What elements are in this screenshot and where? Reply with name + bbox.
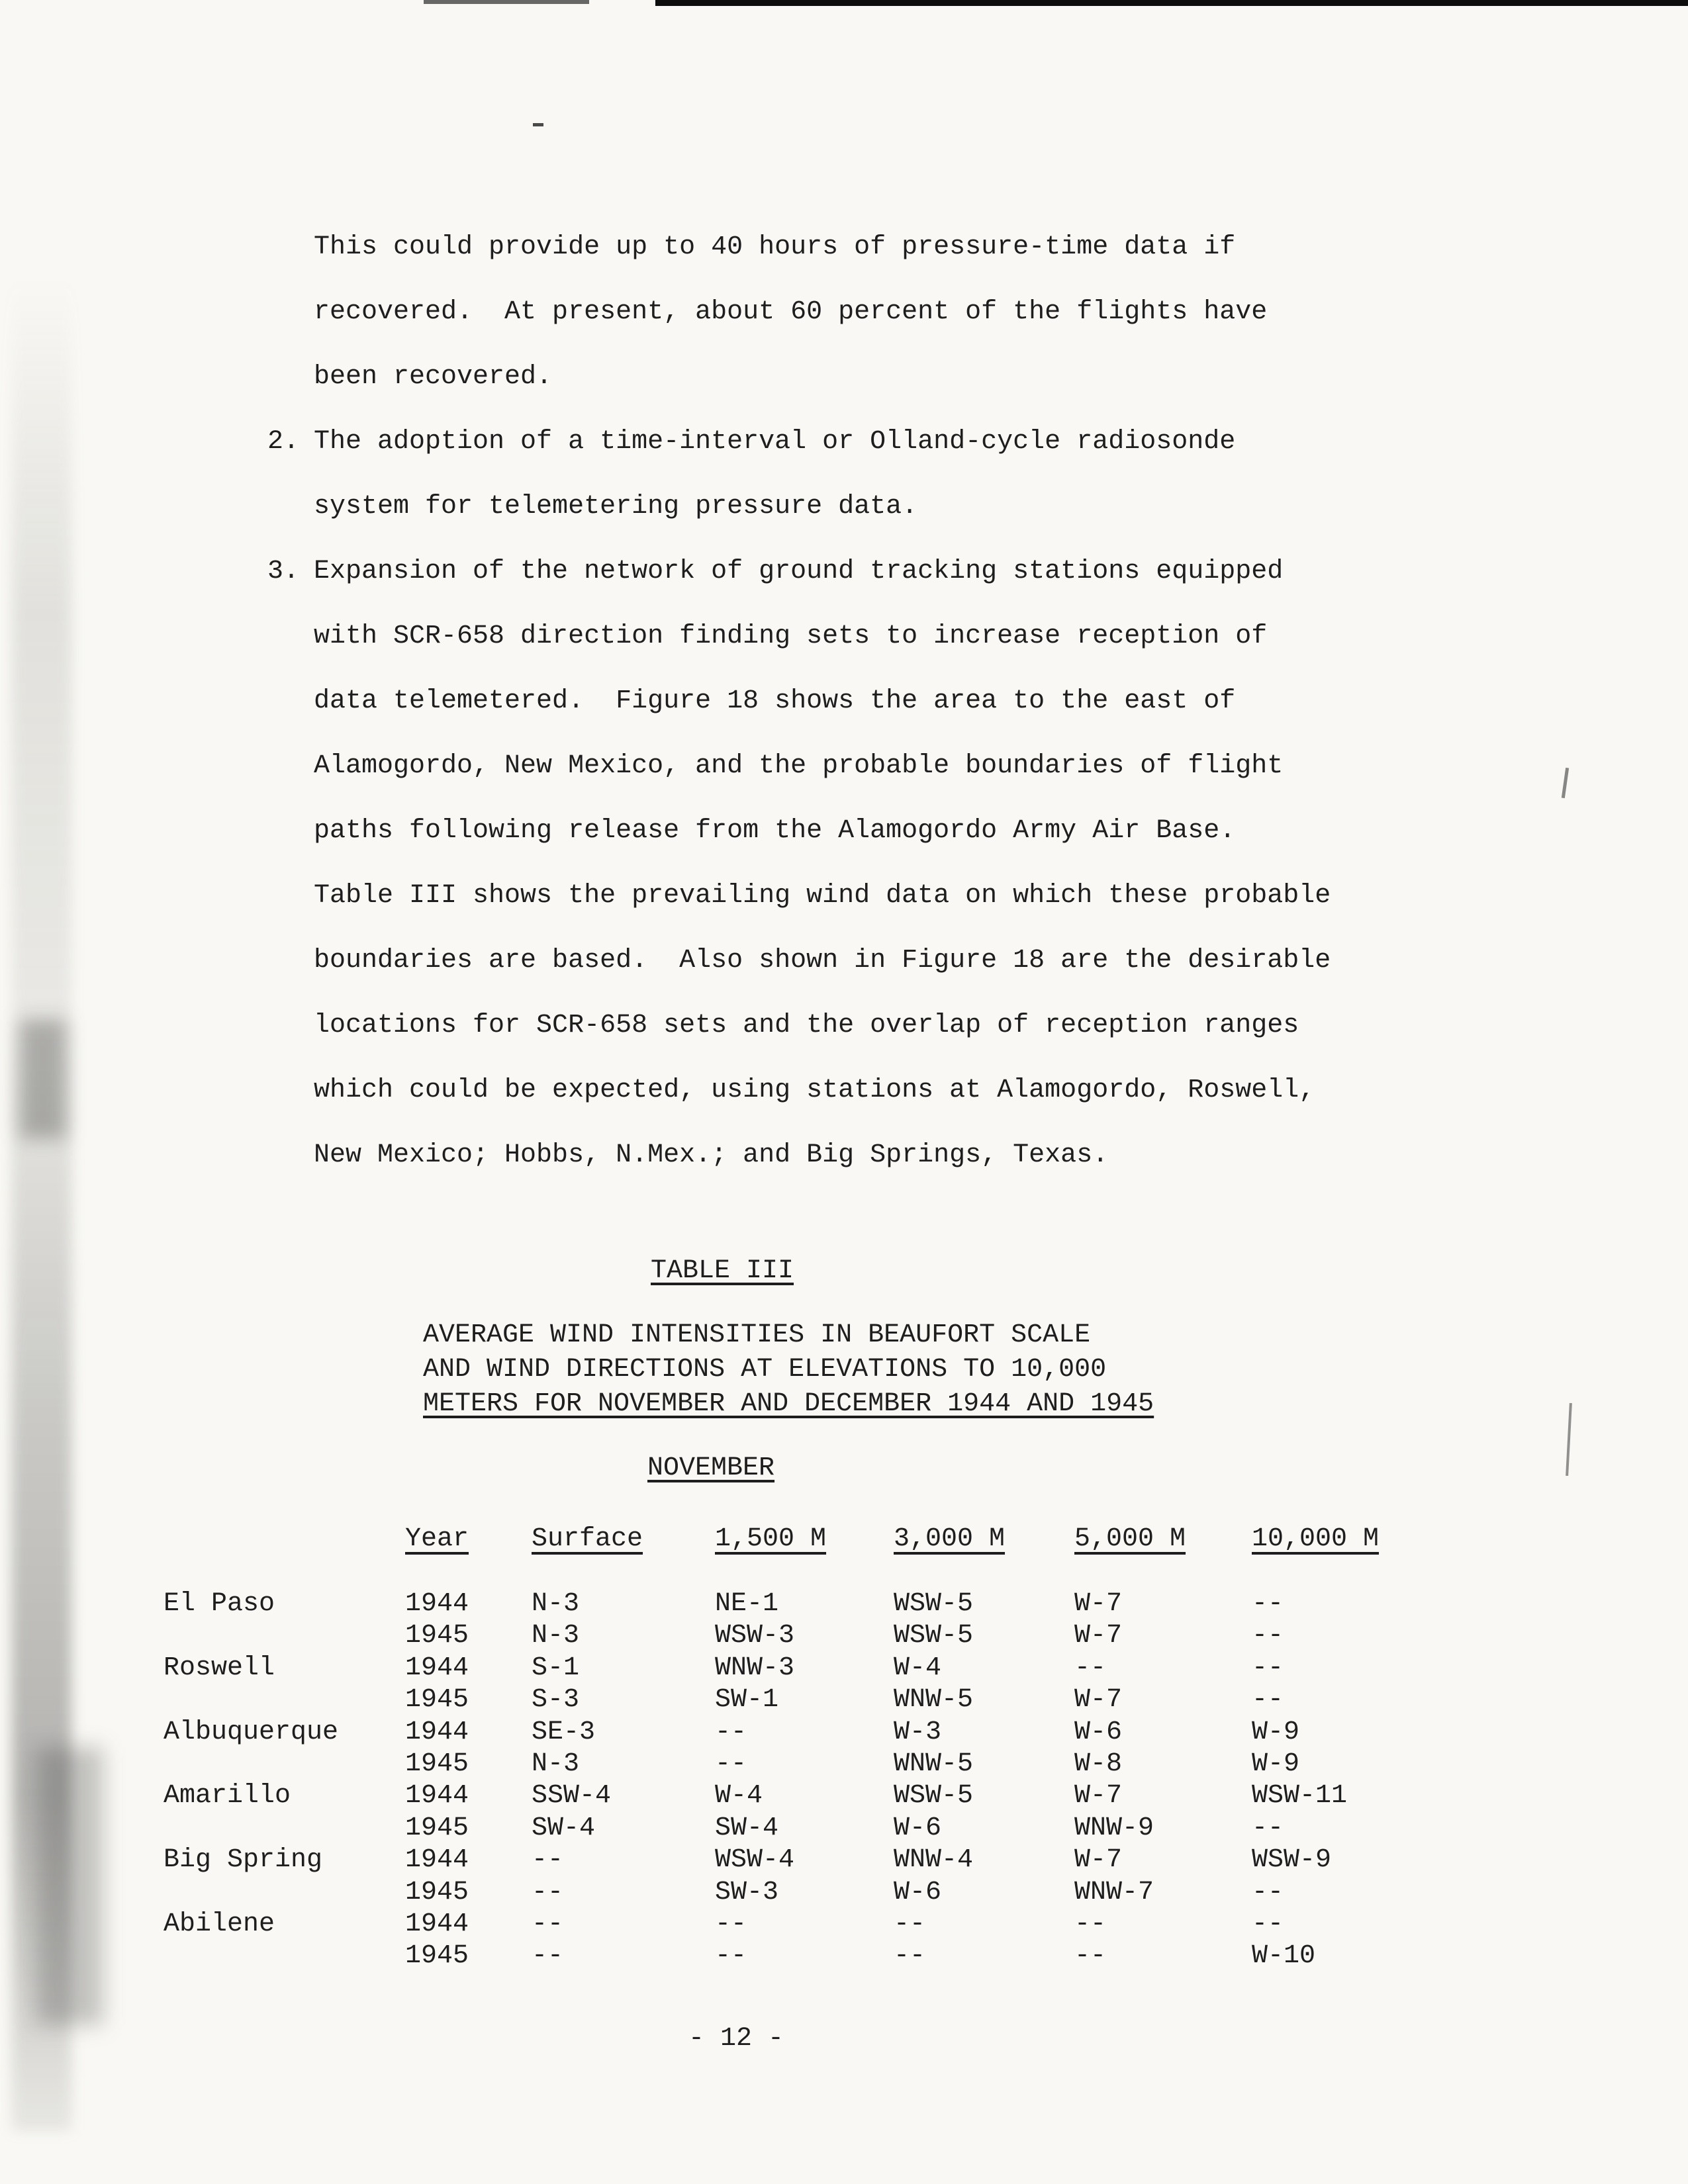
- wind-cell: --: [894, 1909, 926, 1939]
- column-header: Surface: [532, 1524, 643, 1554]
- station-name: Big Spring: [164, 1845, 323, 1876]
- column-header: 5,000 M: [1074, 1524, 1186, 1554]
- wind-cell: WSW-9: [1252, 1845, 1332, 1876]
- wind-cell: --: [715, 1909, 747, 1939]
- wind-cell: W-7: [1074, 1845, 1123, 1876]
- wind-cell: --: [532, 1845, 564, 1876]
- text-line: [267, 1058, 1432, 1123]
- scan-artifact-mark: [1562, 768, 1569, 798]
- wind-cell: W-10: [1252, 1941, 1316, 1972]
- wind-cell: SW-4: [532, 1813, 596, 1843]
- wind-cell: --: [894, 1941, 926, 1972]
- wind-cell: --: [532, 1909, 564, 1939]
- table-subtitle-line: AND WIND DIRECTIONS AT ELEVATIONS TO 10,000: [423, 1355, 1107, 1385]
- wind-cell: W-9: [1252, 1717, 1300, 1747]
- list-marker: 2.: [267, 427, 300, 457]
- wind-cell: SE-3: [532, 1717, 596, 1747]
- table-row: [0, 1877, 1688, 1909]
- wind-cell: WNW-9: [1074, 1813, 1154, 1843]
- wind-cell: SW-4: [715, 1813, 779, 1843]
- wind-cell: --: [1252, 1621, 1284, 1651]
- column-header: Year: [405, 1524, 469, 1554]
- column-header: 1,500 M: [715, 1524, 827, 1554]
- year-cell: 1944: [405, 1653, 469, 1683]
- wind-cell: W-4: [715, 1781, 763, 1811]
- year-cell: 1945: [405, 1813, 469, 1843]
- table-row: [0, 1780, 1688, 1812]
- line-text: with SCR-658 direction finding sets to increase reception of: [314, 621, 1268, 651]
- year-cell: 1944: [405, 1909, 469, 1939]
- wind-cell: --: [715, 1941, 747, 1972]
- line-text: been recovered.: [314, 362, 553, 392]
- text-line: [267, 280, 1432, 345]
- wind-cell: WSW-11: [1252, 1781, 1348, 1811]
- wind-cell: WSW-4: [715, 1845, 795, 1876]
- year-cell: 1944: [405, 1845, 469, 1876]
- table-subtitle-line: AVERAGE WIND INTENSITIES IN BEAUFORT SCALE: [423, 1320, 1091, 1350]
- wind-cell: --: [1074, 1653, 1107, 1683]
- station-name: Albuquerque: [164, 1717, 339, 1747]
- line-text: The adoption of a time-interval or Olland-cycle radiosonde: [314, 427, 1236, 457]
- text-line: [267, 929, 1432, 993]
- wind-cell: --: [1074, 1941, 1107, 1972]
- wind-cell: SSW-4: [532, 1781, 612, 1811]
- table-row: [0, 1684, 1688, 1716]
- wind-cell: --: [1074, 1909, 1107, 1939]
- scan-artifact-dash: [533, 123, 543, 126]
- table-row: [0, 1588, 1688, 1620]
- line-text: boundaries are based. Also shown in Figure 18 are the desirable: [314, 946, 1331, 976]
- text-line: [267, 864, 1432, 929]
- text-line: [267, 993, 1432, 1058]
- wind-cell: --: [1252, 1877, 1284, 1907]
- wind-cell: --: [532, 1877, 564, 1907]
- wind-cell: W-7: [1074, 1589, 1123, 1619]
- scan-artifact-top-bar: [655, 0, 1688, 6]
- line-text: paths following release from the Alamogordo Army Air Base.: [314, 816, 1236, 846]
- wind-cell: W-7: [1074, 1781, 1123, 1811]
- text-line: [267, 345, 1432, 410]
- wind-cell: W-7: [1074, 1685, 1123, 1715]
- wind-cell: WNW-4: [894, 1845, 974, 1876]
- wind-cell: W-3: [894, 1717, 942, 1747]
- text-line: [267, 604, 1432, 669]
- wind-cell: --: [715, 1717, 747, 1747]
- wind-cell: N-3: [532, 1749, 580, 1779]
- wind-cell: SW-3: [715, 1877, 779, 1907]
- text-line: [267, 734, 1432, 799]
- year-cell: 1944: [405, 1589, 469, 1619]
- wind-cell: --: [532, 1941, 564, 1972]
- wind-cell: WSW-5: [894, 1621, 974, 1651]
- table-row: [0, 1940, 1688, 1972]
- wind-cell: WSW-5: [894, 1781, 974, 1811]
- year-cell: 1945: [405, 1621, 469, 1651]
- wind-cell: --: [1252, 1653, 1284, 1683]
- wind-cell: N-3: [532, 1621, 580, 1651]
- year-cell: 1944: [405, 1717, 469, 1747]
- table-body: [0, 1588, 1688, 1973]
- table-row: [0, 1749, 1688, 1780]
- wind-cell: W-6: [894, 1813, 942, 1843]
- table-section-november: NOVEMBER: [647, 1453, 775, 1483]
- wind-cell: W-9: [1252, 1749, 1300, 1779]
- line-text: Expansion of the network of ground tracking stations equipped: [314, 557, 1284, 586]
- year-cell: 1944: [405, 1781, 469, 1811]
- wind-cell: NE-1: [715, 1589, 779, 1619]
- table-row: [0, 1909, 1688, 1940]
- wind-cell: --: [715, 1749, 747, 1779]
- column-header: 10,000 M: [1252, 1524, 1380, 1554]
- station-name: Abilene: [164, 1909, 275, 1939]
- wind-cell: W-6: [1074, 1717, 1123, 1747]
- wind-cell: WNW-7: [1074, 1877, 1154, 1907]
- line-text: Alamogordo, New Mexico, and the probable boundaries of flight: [314, 751, 1284, 781]
- line-text: data telemetered. Figure 18 shows the area to the east of: [314, 686, 1236, 716]
- station-name: Amarillo: [164, 1781, 291, 1811]
- wind-cell: S-1: [532, 1653, 580, 1683]
- wind-cell: W-7: [1074, 1621, 1123, 1651]
- wind-cell: W-4: [894, 1653, 942, 1683]
- scan-artifact-blob: [20, 1019, 66, 1138]
- wind-cell: WNW-3: [715, 1653, 795, 1683]
- column-header: 3,000 M: [894, 1524, 1006, 1554]
- wind-cell: WSW-5: [894, 1589, 974, 1619]
- year-cell: 1945: [405, 1877, 469, 1907]
- body-paragraphs: [267, 215, 1432, 1188]
- wind-cell: SW-1: [715, 1685, 779, 1715]
- wind-cell: S-3: [532, 1685, 580, 1715]
- line-text: locations for SCR-658 sets and the overlap of reception ranges: [314, 1011, 1299, 1040]
- line-text: system for telemetering pressure data.: [314, 492, 918, 522]
- wind-cell: WSW-3: [715, 1621, 795, 1651]
- year-cell: 1945: [405, 1941, 469, 1972]
- wind-cell: --: [1252, 1589, 1284, 1619]
- line-text: recovered. At present, about 60 percent of the flights have: [314, 297, 1268, 327]
- text-line: [267, 799, 1432, 864]
- text-line: [267, 1123, 1432, 1188]
- table-row: [0, 1844, 1688, 1876]
- station-name: Roswell: [164, 1653, 275, 1683]
- wind-cell: --: [1252, 1909, 1284, 1939]
- wind-cell: W-6: [894, 1877, 942, 1907]
- table-row: [0, 1653, 1688, 1684]
- line-text: This could provide up to 40 hours of pressure-time data if: [314, 232, 1236, 262]
- wind-cell: --: [1252, 1813, 1284, 1843]
- text-line: [267, 215, 1432, 280]
- line-text: New Mexico; Hobbs, N.Mex.; and Big Springs, Texas.: [314, 1140, 1109, 1170]
- table-header-row: [0, 1524, 1688, 1557]
- year-cell: 1945: [405, 1685, 469, 1715]
- scan-artifact-mark: [1566, 1403, 1572, 1476]
- table-row: [0, 1717, 1688, 1749]
- wind-cell: WNW-5: [894, 1749, 974, 1779]
- line-text: which could be expected, using stations at Alamogordo, Roswell,: [314, 1075, 1315, 1105]
- wind-cell: W-8: [1074, 1749, 1123, 1779]
- table-subtitle-line: METERS FOR NOVEMBER AND DECEMBER 1944 AND 1945: [423, 1389, 1154, 1419]
- station-name: El Paso: [164, 1589, 275, 1619]
- line-text: Table III shows the prevailing wind data on which these probable: [314, 881, 1331, 911]
- wind-cell: N-3: [532, 1589, 580, 1619]
- text-line: [267, 539, 1432, 604]
- table-row: [0, 1620, 1688, 1652]
- scan-artifact-top-bar-2: [424, 0, 589, 4]
- table-subtitle: [423, 1318, 1154, 1422]
- text-line: [267, 669, 1432, 734]
- year-cell: 1945: [405, 1749, 469, 1779]
- text-line: [267, 475, 1432, 539]
- table-row: [0, 1813, 1688, 1844]
- wind-cell: --: [1252, 1685, 1284, 1715]
- table-title: TABLE III: [651, 1256, 794, 1286]
- text-line: [267, 410, 1432, 475]
- page-number: - 12 -: [688, 2024, 784, 2054]
- wind-cell: WNW-5: [894, 1685, 974, 1715]
- list-marker: 3.: [267, 557, 300, 586]
